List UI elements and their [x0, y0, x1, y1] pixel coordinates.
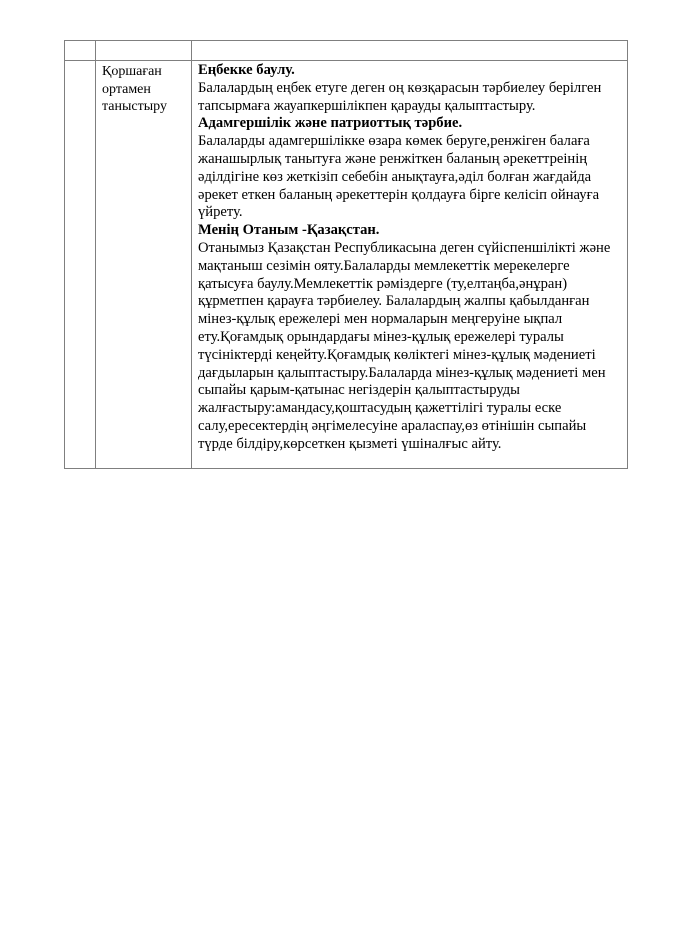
cell-number	[65, 61, 96, 469]
section-heading: Еңбекке баулу.	[198, 62, 295, 78]
cell-subject	[96, 61, 192, 469]
section-heading: Адамгершілік және патриоттық тәрбие.	[198, 115, 463, 132]
header-cell-number	[65, 41, 96, 61]
section-text: Балаларды адамгершілікке өзара көмек беруге,ренжіген балаға жанашырлық танытуға және ренжіткен баланың әрекеттреінің әділдігіне көз жеткізіп себебін анықтауға,әділ болған жағдайда әрекет еткен баланың әрекеттерін қолдауға бірге келісіп ойнауға үйрету.	[198, 133, 600, 221]
cell-content	[192, 61, 628, 469]
header-cell-subject	[96, 41, 192, 61]
section-text: Отанымыз Қазақстан Республикасына деген сүйіспеншілікті және мақтаныш сезімін ояту.Балаларды мемлекеттік мерекелерге қатысуға баулу.Мемлекеттік рәміздерге (ту,елтаңба,әнұран) құрметпен қарауға тәрбиелеу. Балалардың жалпы қабылданған мінез-құлық ережелері мен нормаларын меңгеруіне ықпал ету.Қоғамдық орындардағы мінез-құлық ережелері туралы түсініктерді кеңейту.Қоғамдық көліктегі мінез-құлық мәдениеті дағдыларын қалыптастыру.Балаларда мінез-құлық мәдениеті мен сыпайы қарым-қатынас негіздерін қалыптастыруды жалғастыру:амандасу,қоштасудың қажеттілігі туралы еске салу,ересектердің әңгімелесуіне араласпау,өз өтінішін сыпайы түрде білдіру,көрсеткен қызметі үшіналғыс айту.	[198, 239, 611, 452]
table-header-row	[65, 41, 628, 61]
subject-line: таныстыру	[102, 99, 167, 114]
subject-line: ортамен	[102, 81, 151, 97]
table-row	[65, 61, 628, 469]
section-text: Балалардың еңбек етуге деген оң көзқарасын тәрбиелеу берілген тапсырмаға жауапкершілікпен қарауды қалыптастыру.	[198, 79, 602, 114]
subject-line: Қоршаған	[102, 64, 162, 79]
header-cell-content	[192, 41, 628, 61]
section-heading: Менің Отаным -Қазақстан.	[198, 222, 380, 239]
plan-table	[64, 40, 628, 469]
